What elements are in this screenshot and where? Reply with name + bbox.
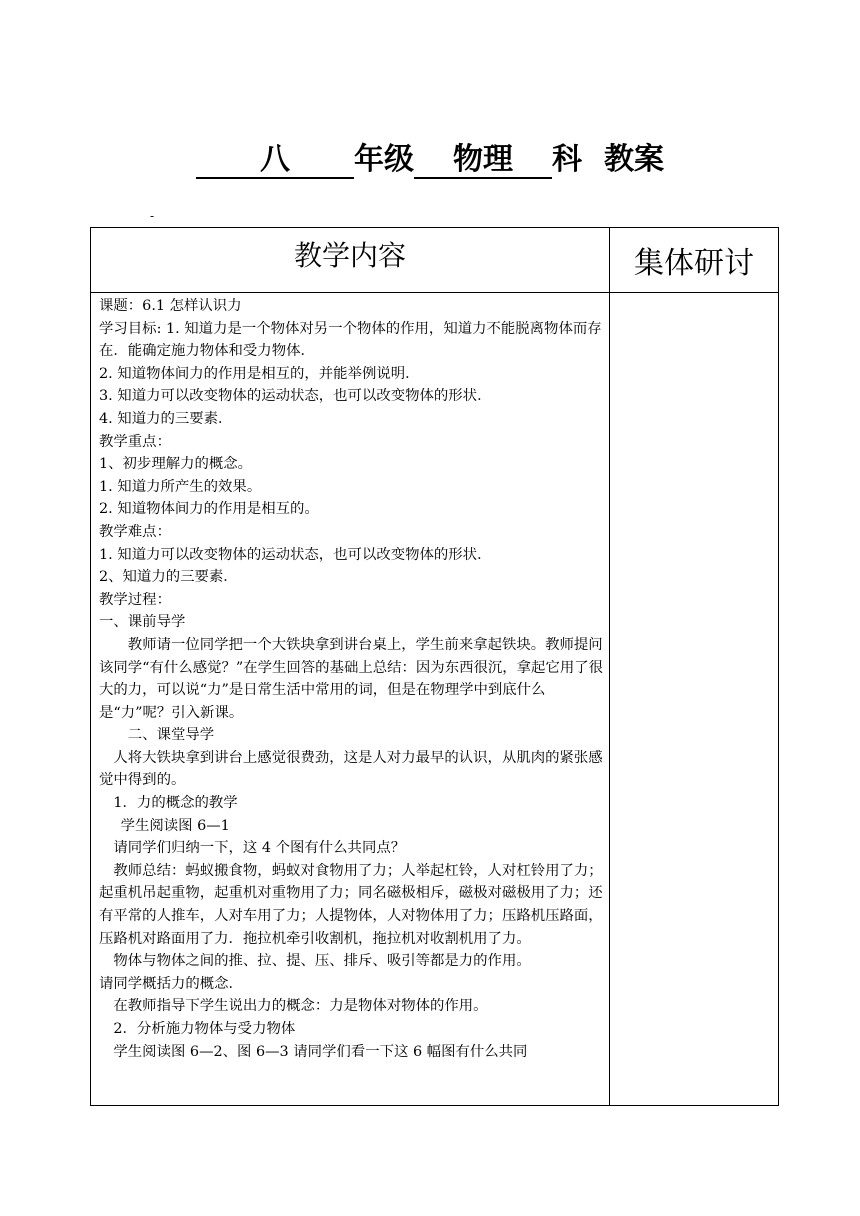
content-line: 2. 知道物体间力的作用是相互的。 bbox=[99, 501, 319, 518]
teaching-content-cell bbox=[91, 293, 610, 1106]
subject-blank: 物理 bbox=[414, 143, 552, 179]
content-line: 一、课前导学 bbox=[99, 614, 186, 631]
table-body-row bbox=[91, 293, 779, 1106]
content-line: 教学难点： bbox=[99, 523, 171, 540]
content-line: 请同学概括力的概念． bbox=[99, 975, 243, 992]
content-line: 学习目标: 1. 知道力是一个物体对另一个物体的作用，知道力不能脱离物体而存在．能确定施力物体和受力物体． bbox=[99, 320, 602, 360]
group-discussion-header: 集体研讨 bbox=[610, 228, 779, 293]
content-line: 2、知道力的三要素． bbox=[99, 569, 238, 586]
grade-blank: 八 bbox=[196, 143, 354, 179]
document-title bbox=[0, 142, 860, 179]
stray-mark: - bbox=[150, 209, 155, 223]
content-line: 4. 知道力的三要素． bbox=[99, 410, 233, 427]
content-line: 1. 知道力所产生的效果。 bbox=[99, 478, 262, 495]
lesson-plan-table bbox=[90, 227, 779, 1106]
content-line: 1、初步理解力的概念。 bbox=[99, 456, 253, 473]
content-line: 在教师指导下学生说出力的概念：力是物体对物体的作用。 bbox=[113, 998, 488, 1015]
doc-type: 教案 bbox=[604, 142, 664, 177]
content-line: 3. 知道力可以改变物体的运动状态，也可以改变物体的形状． bbox=[99, 388, 492, 405]
teaching-content-text bbox=[91, 293, 609, 1063]
content-line: 2．分析施力物体与受力物体 bbox=[113, 1021, 296, 1037]
table-header-row bbox=[91, 228, 779, 293]
content-line: 教学过程： bbox=[99, 591, 171, 608]
content-line: 1. 知道力可以改变物体的运动状态，也可以改变物体的形状． bbox=[99, 546, 492, 563]
content-line: 教师总结：蚂蚁搬食物，蚂蚁对食物用了力；人举起杠铃，人对杠铃用了力；起重机吊起重物，起重机对重物用了力；同名磁极相斥，磁极对磁极用了力；还有平常的人推车，人对车用了力；人提物体，人对物体用了力；压路机压路面，压路机对路面用了力．拖拉机牵引收割机，拖拉机对收割机用了力。 bbox=[99, 862, 603, 947]
content-line: 2. 知道物体间力的作用是相互的，并能举例说明． bbox=[99, 365, 420, 382]
teaching-content-header: 教学内容 bbox=[91, 228, 610, 293]
content-line: 物体与物体之间的推、拉、提、压、排斥、吸引等都是力的作用。 bbox=[113, 953, 531, 970]
content-line: 学生阅读图 6—1 bbox=[120, 817, 230, 834]
content-line: 教师请一位同学把一个大铁块拿到讲台桌上，学生前来拿起铁块。教师提问该同学“有什么感觉？”在学生回答的基础上总结：因为东西很沉，拿起它用了很大的力，可以说“力”是日常生活中常用的词，但是在物理学中到底什么是“力”呢？引入新课。 bbox=[99, 636, 603, 721]
content-line: 教学重点： bbox=[99, 433, 171, 450]
content-line: 学生阅读图 6—2、图 6—3 请同学们看一下这 6 幅图有什么共同 bbox=[113, 1043, 528, 1060]
group-discussion-cell bbox=[610, 293, 779, 1106]
content-line: 请同学们归纳一下，这 4 个图有什么共同点？ bbox=[113, 840, 406, 857]
grade-suffix: 年级 bbox=[354, 142, 414, 177]
content-line: 课题：6.1 怎样认识力 bbox=[99, 298, 242, 314]
subject-suffix: 科 bbox=[552, 142, 582, 177]
content-line: 1．力的概念的教学 bbox=[113, 795, 238, 812]
content-line: 人将大铁块拿到讲台上感觉很费劲，这是人对力最早的认识，从肌肉的紧张感觉中得到的。 bbox=[99, 749, 603, 789]
content-line: 二、课堂导学 bbox=[127, 727, 215, 744]
